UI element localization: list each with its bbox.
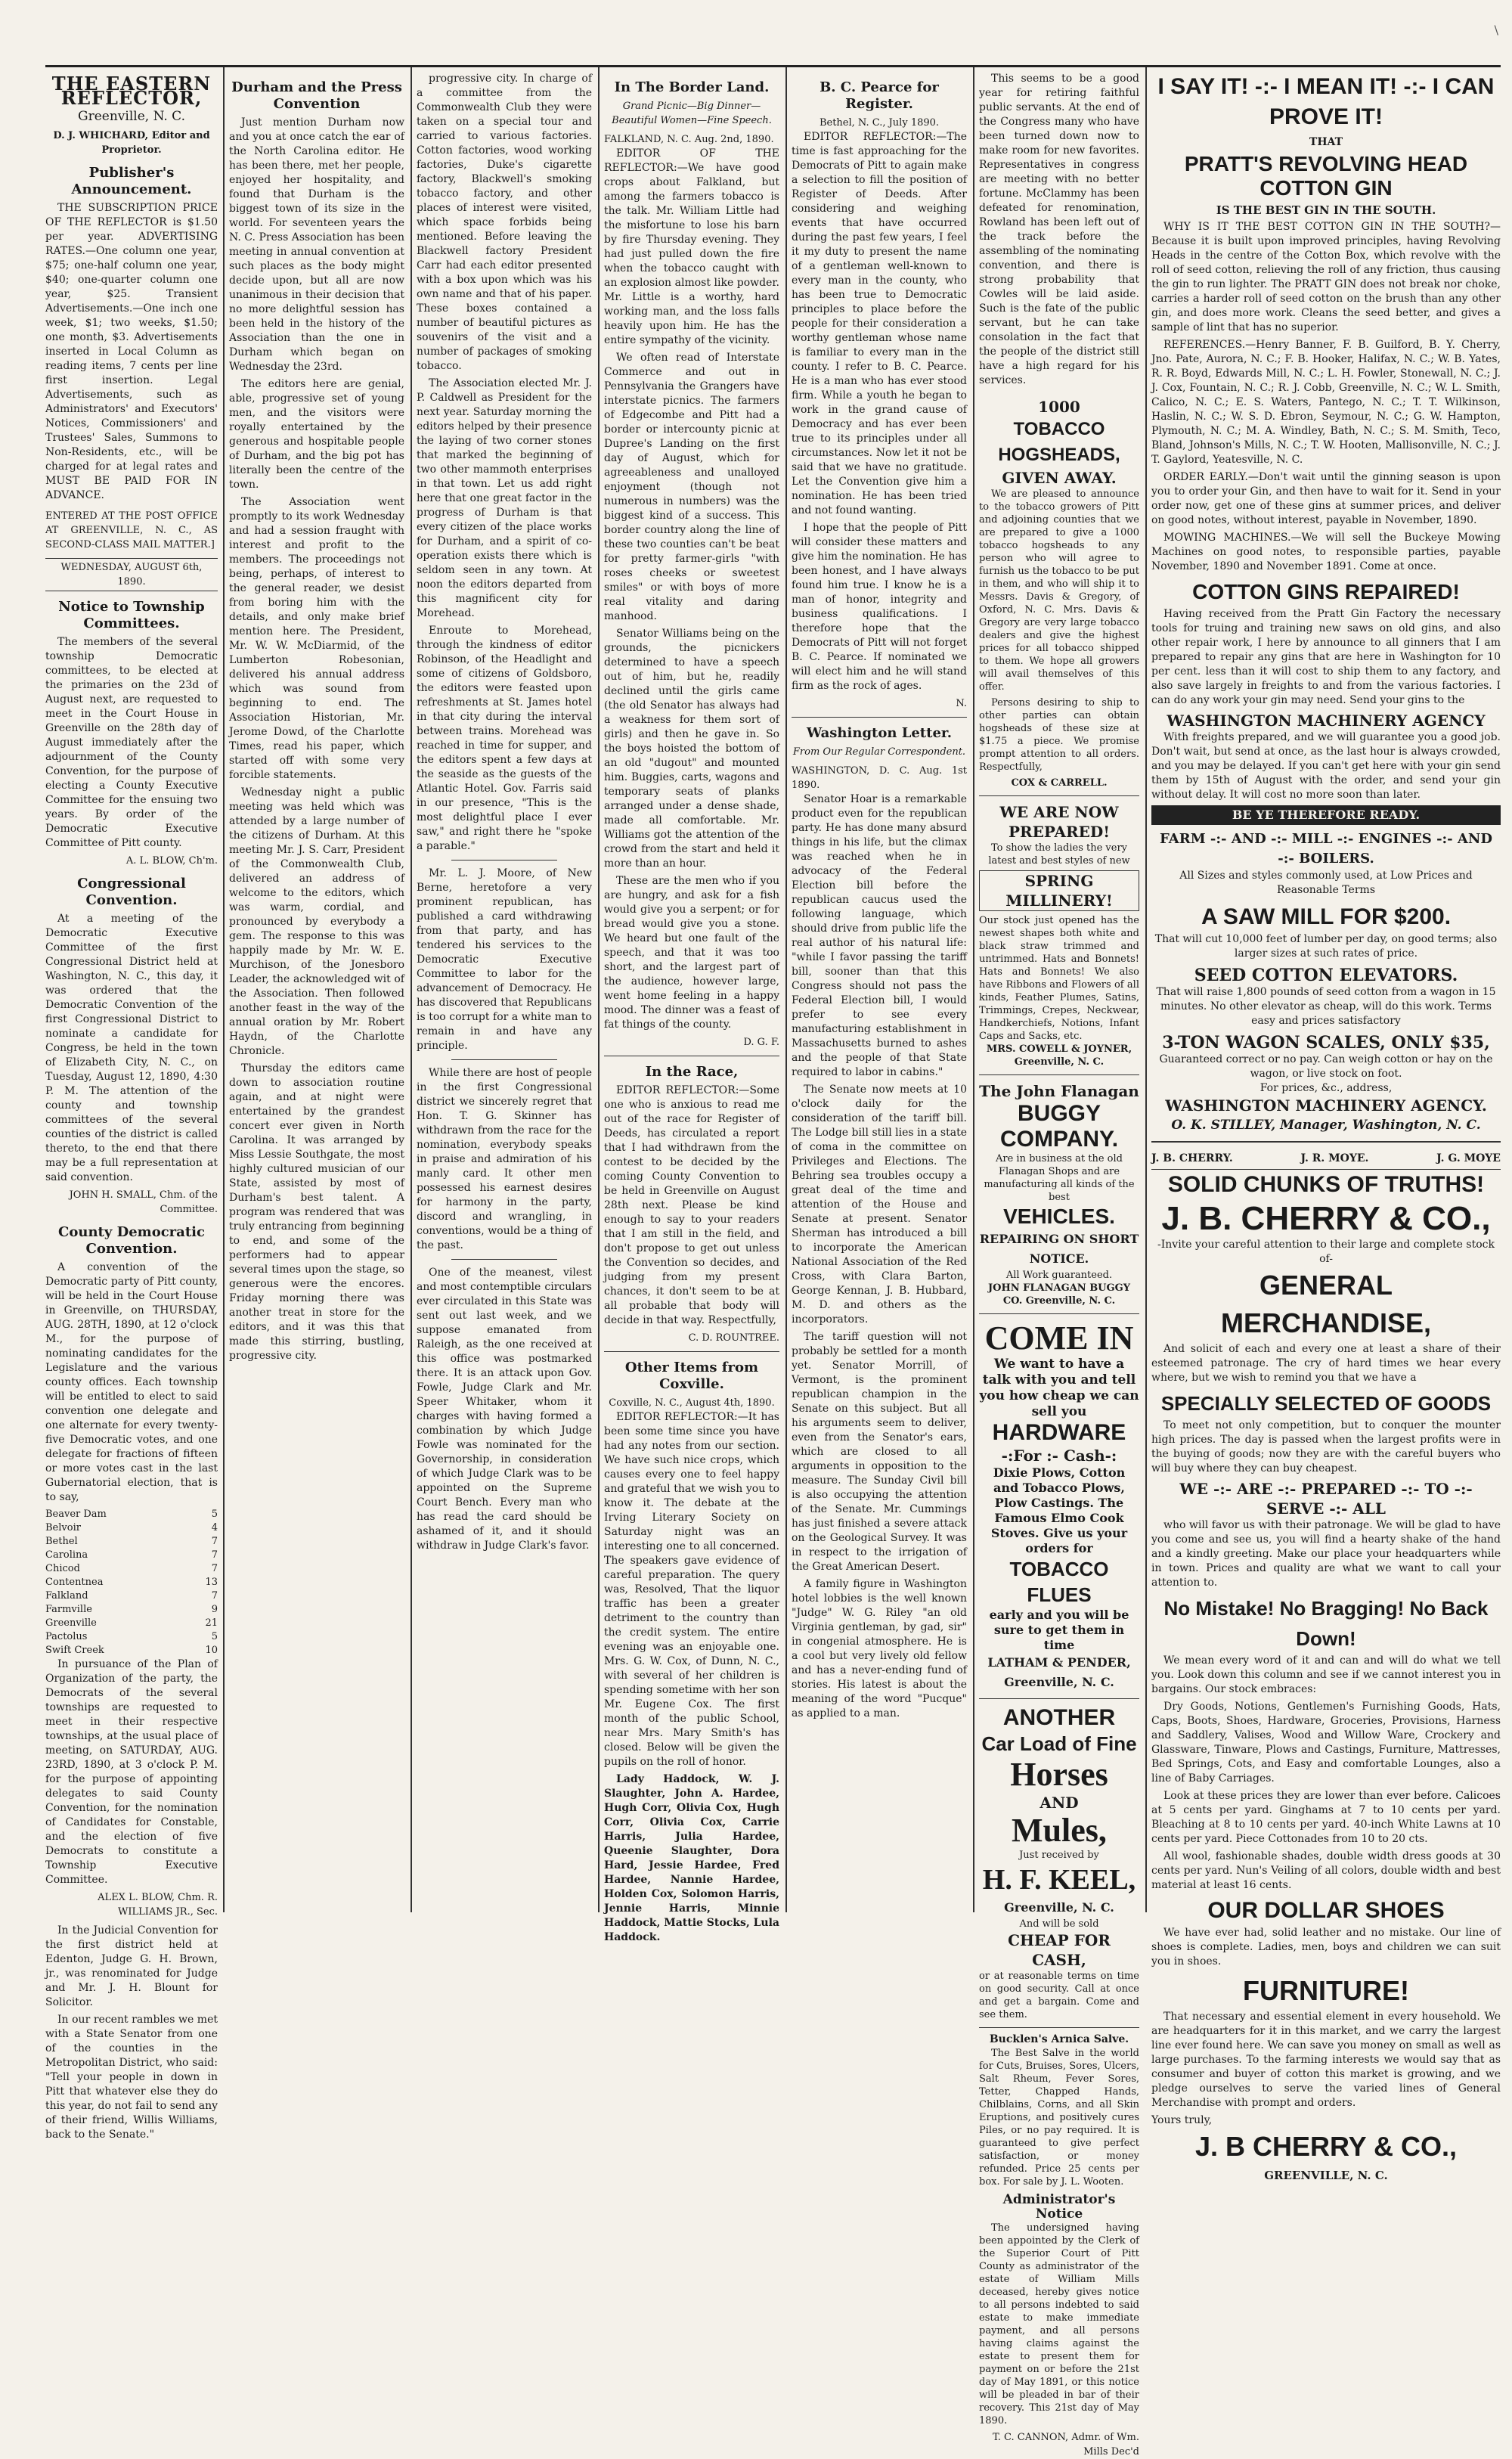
township-name: Chicod <box>45 1563 80 1574</box>
manager-line: O. K. STILLEY, Manager, Washington, N. C. <box>1171 1118 1481 1133</box>
elevators-title: SEED COTTON ELEVATORS. <box>1194 966 1458 985</box>
partner-name-1: J. B. CHERRY. <box>1151 1152 1233 1164</box>
township-delegates: 7 <box>211 1536 218 1547</box>
township-name: Carolina <box>45 1549 88 1561</box>
column-rule <box>1145 67 1147 1912</box>
township-name: Contentnea <box>45 1577 104 1588</box>
washington-heading: Washington Letter. <box>806 725 952 741</box>
pratt-mowing: MOWING MACHINES.—We will sell the Buckeye Mowing Machines on good notes, to responsible parties, payable November, 1890 and November 1891. Come at once. <box>1151 532 1501 572</box>
dollar-shoes-text: We have ever had, solid leather and no mistake. Our line of shoes is complete. Ladies, men, boys and children we can suit you in shoes. <box>1151 1927 1501 1968</box>
announcement-heading: Publisher's Announcement. <box>71 165 192 197</box>
township-name: Swift Creek <box>45 1645 104 1656</box>
washington-text-3: The tariff question will not probably be settled for a month yet. Senator Morrill, of Vermont, is the prominent republican champion in the Senate on this subject. But all his arguments seem to deliver, even from the Senator's ears, which are closed to all arguments in opposition to the measure. The Sunday Civil bill is also occupying the attention of the Senate. Mr. Cummings has just finished a severe attack on the Geological Survey. It was in respect to the irrigation of the Great American Desert. <box>792 1331 967 1573</box>
hardware-ad <box>979 1314 1139 1699</box>
column-6 <box>979 72 1139 2457</box>
millinery-ad <box>979 796 1139 1075</box>
buggy-text: Are in business at the old Flanagan Shops and are manufacturing all kinds of the best <box>984 1153 1135 1203</box>
ramble-text: In our recent rambles we met with a State Senator from one of the counties in the Metropolitan District, who said: "Tell your people in down in Pitt that whatever else they do this year, do not fail to send any of their friend, Willis Williams, back to the Senate." <box>45 2014 218 2141</box>
congress-text: At a meeting of the Democratic Executive Committee of the first Congressional District held at Washington, N. C., this day, it was ordered that the Democratic Convention of the first Congressional District to nominate a candidate for Congress, be held in the town of Elizabeth City, N. C., on Tuesday, August 12, 1890, 4:30 P. M. The attention of the county and township committees of the several counties of the district is called thereto, to the end that there may be a full representation at said convention. <box>45 913 218 1183</box>
skinner-text: While there are host of people in the first Congressional district we sincerely regret that Hon. T. G. Skinner has withdrawn from the race for the nomination, everybody speaks in praise and admiration of his manly card. It other men possessed his earnest desires for harmony in the party, discord and wrangling, in conventions, would be a thing of the past. <box>417 1067 592 1251</box>
cherry-signature: J. B CHERRY & CO., <box>1194 2131 1458 2162</box>
dress-goods-text: All wool, fashionable shades, double width dress goods at 30 cents per yard. Nun's Veiling of all colors, double width and best material at least 16 cents. <box>1151 1850 1501 1891</box>
washington-deck: From Our Regular Correspondent. <box>792 746 966 758</box>
millinery-subheading: To show the ladies the very latest and best styles of new <box>988 842 1130 867</box>
circular-text: One of the meanest, vilest and most contemptible circulars ever circulated in this State was sent out last week, and we suppose emanated from Raleigh, as the one received at this office was postmarked there. It is an attack upon Gov. Fowle, Judge Clark and Mr. Speer Whitaker, whom it charges with having formed a combination by which Judge Fowle was nominated for the Governorship, in consideration of which Judge Clark was to be appointed on the Supreme Court Bench. Every man who has read the card should be ashamed of it, and it should withdraw in Judge Clark's favor. <box>417 1267 592 1552</box>
column-rule <box>598 67 600 1912</box>
masthead: THE EASTERN REFLECTOR, <box>51 73 212 109</box>
township-delegates: 7 <box>211 1563 218 1574</box>
durham-cont-3: Enroute to Morehead, through the kindness of editor Robinson, of the Headlight and some of citizens of Goldsboro, the editors were feasted upon refreshments at St. James hotel in that city during the interval between trains. Morehead was reached in time for supper, and the editors spent a few days at the seaside as the guests of the Atlantic Hotel. Gov. Farris said in our presence, "This is the most delightful place I ever saw," and right there he "spoke a parable." <box>417 625 592 852</box>
keel-name: H. F. KEEL, <box>982 1864 1136 1896</box>
entered-notice: ENTERED AT THE POST OFFICE AT GREENVILLE, N. C., AS SECOND-CLASS MAIL MATTER.] <box>45 510 218 550</box>
buggy-vehicles: VEHICLES. <box>1003 1205 1115 1228</box>
cherry-place: GREENVILLE, N. C. <box>1264 2169 1388 2182</box>
race-heading: In the Race, <box>645 1064 739 1080</box>
prepared-title: WE -:- ARE -:- PREPARED -:- TO -:- SERVE -:- ALL <box>1179 1480 1473 1518</box>
township-delegates: 5 <box>211 1509 218 1520</box>
solid-title: SOLID CHUNKS OF TRUTHS! <box>1167 1172 1485 1197</box>
township-name: Beaver Dam <box>45 1509 107 1520</box>
pearce-signature: N. <box>956 698 967 709</box>
divider <box>792 717 967 718</box>
scales-title: 3-TON WAGON SCALES, ONLY $35, <box>1162 1033 1490 1053</box>
column-5 <box>792 72 967 1909</box>
county-text: A convention of the Democratic party of Pitt county, will be held in the Court House in Greenville, on THURSDAY, AUG. 28TH, 1890, at 12 o'clock M., for the purpose of nominating candidates for the Legislature and the various county offices. Each township will be entitled to elect to said convention one delegate and one alternate for every twenty-five Democratic votes, and one delegate for fractions of fifteen or more votes cast in the last Gubernatorial election, that is to say, <box>45 1261 218 1503</box>
township-delegates: 10 <box>205 1645 218 1656</box>
congress-heading: Congressional Convention. <box>77 876 186 908</box>
come-in-text: We want to have a talk with you and tell you how cheap we can sell you <box>979 1357 1139 1419</box>
repaired-title: COTTON GINS REPAIRED! <box>1192 580 1460 603</box>
column-2 <box>229 72 404 1909</box>
county-signature: ALEX L. BLOW, Chm. R. WILLIAMS JR., Sec. <box>98 1892 218 1918</box>
pearce-text-1: EDITOR REFLECTOR:—The time is fast approaching for the Democrats of Pitt to again make a selection to fill the position of Register of Deeds. After considering and weighing events that have occurred during the past few years, I feel it my duty to present the name of a gentleman well-known to every man in the county, who has been true to Democratic principles to place before the people for their consideration a worthy gentleman whose name is familiar to every man in the county. I refer to B. C. Pearce. He is a man who has ever stood firm. While a youth he began to work in the grand cause of Democracy and has ever been true to its principles under all circumstances. Now let it not be said that we have no gratitude. Let the Convention give him a nomination. He has been tried and not found wanting. <box>792 131 967 516</box>
township-delegates: 7 <box>211 1549 218 1561</box>
millinery-signature: MRS. COWELL & JOYNER, Greenville, N. C. <box>986 1043 1132 1068</box>
notice-text: The members of the several township Democratic committees, to be elected at the primaries on the 23d of August next, are requested to meet in the Court House in Greenville on the 28th day of August immediately after the adjournment of the County Convention, for the purpose of electing a County Executive Committee for the ensuing two years. By order of the Democratic Executive Committee of Pitt county. <box>45 636 218 849</box>
come-in-title: COME IN <box>984 1319 1134 1357</box>
admin-text: The undersigned having been appointed by the Clerk of the Superior Court of Pitt County as administrator of the estate of William Mills deceased, hereby gives notice to all persons indebted to said estate to make immediate payment, and all persons having claims against the estate to present them for payment on or before the 21st day of May 1891, or this notice will be pleaded in bar of their recovery. This 21st day of May 1890. <box>979 2222 1139 2426</box>
hogsheads-text-2: Persons desiring to ship to other parties can obtain hogsheads of these size at $1.75 a piece. We promise prompt attention to all orders. Respectfully, <box>979 697 1139 773</box>
durham-cont-1: progressive city. In charge of a committee from the Commonwealth Club they were taken on a special tour and carried to various factories. Cotton factories, wood working factories, Duke's cigarette factory, Blackwell's smoking tobacco factory, and other places of interest were visited, which space forbids being mentioned. Before leaving the Blackwell factory President Carr had each editor presented with a box upon which was his own name and that of his paper. These boxes contained a number of beautiful pictures as souvenirs of the visit and a number of packages of smoking tobacco. <box>417 73 592 372</box>
congress-signature: JOHN H. SMALL, Chm. of the Committee. <box>69 1189 218 1215</box>
pratt-why: WHY IS IT THE BEST COTTON GIN IN THE SOUTH?—Because it is built upon improved principles, having Revolving Heads in the centre of the Cotton Box, which revolve with the roll of seed cotton, relieving the roll of any friction, thus causing the gin to run lighter. The PRATT GIN does not break nor choke, carries a harder roll of seed cotton on the brush than any other gin, and does more work. Cleans the seed better, and gives a sample of lint that has no superior. <box>1151 221 1501 333</box>
cherry-title: J. B. CHERRY & CO., <box>1161 1200 1491 1237</box>
millinery-heading: WE ARE NOW PREPARED! <box>999 803 1119 841</box>
agency-text: With freights prepared, and we will guarantee you a good job. Don't wait, but send at once, as the last hour is always crowded, and you may be delayed. If you can't get here with your gin send them by 15th of August with the order, and send your gin without delay. It will cost no more soon than later. <box>1151 731 1501 801</box>
township-delegates: 7 <box>211 1590 218 1602</box>
announcement-text: THE SUBSCRIPTION PRICE OF THE REFLECTOR is $1.50 per year. ADVERTISING RATES.—One column one year, $75; one-half column one year, $40; one-quarter column one year, $25. Transient Advertisements.—One inch one week, $1; two weeks, $1.50; one month, $3. Advertisements inserted in Local Column as reading items, 7 cents per line first insertion. Legal Advertisements, such as Administrators' and Executors' Notices, Commissioners' and Trustees' Sales, Summons to Non-Residents, etc., will be charged for at legal rates and MUST BE PAID FOR IN ADVANCE. <box>45 202 218 501</box>
furniture-title: FURNITURE! <box>1243 1975 1409 2006</box>
solicit-text: And solicit of each and every one at least a share of their esteemed patronage. The cry of hard times we hear every where, but we wish to remind you that we have a <box>1151 1343 1501 1384</box>
divider <box>451 1059 556 1060</box>
column-1 <box>45 72 218 2141</box>
another-title: ANOTHER <box>1002 1705 1116 1730</box>
coxville-heading: Other Items from Coxville. <box>624 1360 759 1392</box>
prices-text: Look at these prices they are lower than ever before. Calicoes at 5 cents per yard. Ginghams at 7 to 10 cents per yard. Bleaching at 8 to 10 cents per yard. 40-inch White Lawns at 10 cents per yard. Piece Cottonades from 10 to 20 cts. <box>1151 1790 1501 1845</box>
partner-names <box>1151 1149 1501 1170</box>
dollar-shoes-title: OUR DOLLAR SHOES <box>1207 1898 1445 1923</box>
washington-dateline: WASHINGTON, D. C. Aug. 1st 1890. <box>792 765 967 791</box>
notice-signature: A. L. BLOW, Ch'm. <box>125 855 218 867</box>
border-text-1: EDITOR OF THE REFLECTOR:—We have good crops about Falkland, but among the farmers tobacco is the talk. Mr. William Little had the misfortune to lose his barn by fire Thursday evening. They had just pulled down the fire when the tobacco caught with an explosion almost like powder. Mr. Little is a worthy, hard working man, and the loss falls heavily upon him. He has the entire sympathy of the vicinity. <box>604 147 779 346</box>
pratt-best: IS THE BEST GIN IN THE SOUTH. <box>1216 203 1436 217</box>
pearce-dateline: Bethel, N. C., July 1890. <box>819 117 940 129</box>
column-rule <box>785 67 787 1912</box>
special-text: To meet not only competition, but to conquer the mounter high prices. The day is passed when the largest profits were in the buying of goods; now they are with the careful buyers who will buy where they can buy cheapest. <box>1151 1419 1501 1474</box>
pearce-text-2: I hope that the people of Pitt will consider these matters and give him the nomination. He has been honest, and I have always found him true. I know he is a man of honor, integrity and business qualifications. I therefore hope that the Democrats of Pitt will not forget B. C. Pearce. If nominated we will elect him and he will stand firm as the rock of ages. <box>792 522 967 692</box>
race-signature: C. D. ROUNTREE. <box>688 1332 779 1344</box>
editor-line: D. J. WHICHARD, Editor and Proprietor. <box>53 130 210 156</box>
received-text: Just received by <box>1019 1850 1099 1861</box>
millinery-title: SPRING MILLINERY! <box>979 870 1139 911</box>
divider <box>1151 1141 1501 1143</box>
hogsheads-count: 1000 <box>1038 398 1080 416</box>
township-name: Falkland <box>45 1590 88 1602</box>
border-text-2: We often read of Interstate Commerce and out in Pennsylvania the Grangers have interstate picnics. The farmers of Edgecombe and Pitt had a border or intercounty picnic at Dupree's Landing on the first day of August, which for agreeableness and unalloyed enjoyment (though not numerous in numbers) was the biggest kind of a success. This border country along the line of these two counties can't be beat for pretty farmer-girls "with roses cheeks or sweetest smiles" or with boys of more real vitality and daring manhood. <box>604 352 779 622</box>
arnica-text: The Best Salve in the world for Cuts, Bruises, Sores, Ulcers, Salt Rheum, Fever Sores, Tetter, Chapped Hands, Chilblains, Corns, and all Skin Eruptions, and positively cures Piles, or no pay required. It is guaranteed to give perfect satisfaction, or money refunded. Price 25 cents per box. For sale by J. L. Wooten. <box>979 2048 1139 2188</box>
masthead-place: Greenville, N. C. <box>78 109 185 124</box>
agency-title: WASHINGTON MACHINERY AGENCY <box>1167 712 1486 730</box>
township-row <box>45 1617 218 1630</box>
column-rule <box>973 67 974 1912</box>
durham-text-3: The Association went promptly to its work Wednesday and had a session fraught with interest and profit to the members. The proceedings not being, perhaps, of interest to the general reader, we desist from boring him with the details, and only make brief mention here. The President, Mr. W. W. McDiarmid, of the Lumberton Robesonian, delivered his annual address which was sound from beginning to end. The Association Historian, Mr. Jerome Dowd, of the Charlotte Times, read his paper, which started off with some very forcible statements. <box>229 496 404 781</box>
hogsheads-title: TOBACCO HOGSHEADS, <box>998 419 1120 465</box>
flues-title: TOBACCO FLUES <box>1009 1558 1109 1606</box>
carload-title: Car Load of Fine <box>981 1732 1137 1755</box>
horses-ad <box>979 1699 1139 2028</box>
border-text-4: These are the men who if you are hungry, and ask for a fish would give you a serpent; or for bread would give you a stone. We heard but one fault of the speech, and that it was too short, and the largest part of the audience, however large, went home feeling in a happy mood. The dinner was a feast of fat things of the county. <box>604 875 779 1031</box>
admin-heading: Administrator's Notice <box>1002 2192 1116 2222</box>
divider <box>604 1351 779 1352</box>
washington-text-4: A family figure in Washington hotel lobbies is the well known "Judge" W. G. Riley "an old Virginia gentleman, by gad, sir" in congenial atmosphere. He is a cool but very lively old fellow and has a never-ending fund of stories. His latest is about the meaning of the word "Pucque" as applied to a man. <box>792 1578 967 1719</box>
farm-sub: All Sizes and styles commonly used, at Low Prices and Reasonable Terms <box>1179 870 1473 896</box>
millinery-text: Our stock just opened has the newest shapes both white and black straw trimmed and untrimmed. Hats and Bonnets! Hats and Bonnets! We also have Ribbons and Flowers of all kinds, Feather Plumes, Satins, Trimmings, Crepes, Neckwear, Handkerchiefs, Notions, Infant Caps and Sacks, etc. <box>979 915 1139 1042</box>
coxville-text: EDITOR REFLECTOR:—It has been some time since you have had any notes from our section. We have such nice crops, which causes every one to feel happy and grateful that we wish you to know it. The debate at the Irving Literary Society on Saturday night was an interesting one to all concerned. The speakers gave evidence of careful preparation. The query was, Resolved, That the liquor traffic has been a greater detriment to the country than the credit system. The entire evening was an enjoyable one. Mrs. G. W. Cox, of Dunn, N. C., with several of her children is spending sometime with her son Mr. Eugene Cox. The first month of the public School, near Mrs. Mary Smith's has closed. Below will be given the pupils on the roll of honor. <box>604 1411 779 1768</box>
stock-list: Dry Goods, Notions, Gentlemen's Furnishing Goods, Hats, Caps, Boots, Shoes, Hardware, Groceries, Provisions, Harness and Saddlery, Valises, Wood and Willow Ware, Crockery and Glassware, Tinware, Plows and Castings, Furniture, Mattresses, Bed Springs, Cots, and Easy and comfortable Lounges, also a line of Baby Carriages. <box>1151 1701 1501 1785</box>
township-row <box>45 1576 218 1589</box>
township-row <box>45 1630 218 1644</box>
column-7 <box>1151 72 1501 2182</box>
moore-text: Mr. L. J. Moore, of New Berne, heretofore a very prominent republican, has published a card withdrawing from that party, and has tendered his services to the Democratic Executive Committee to labor for the advancement of Democracy. He has discovered that Republicans is too corrupt for a white man to remain in and have any principle. <box>417 867 592 1052</box>
pratt-title: PRATT'S REVOLVING HEAD COTTON GIN <box>1184 152 1468 200</box>
durham-text-1: Just mention Durham now and you at once catch the ear of the North Carolina editor. He has been there, met her people, enjoyed her hospitality, and found that Durham is the biggest town of its size in the world. For seventeen years the N. C. Press Association has been meeting in annual convention at such places as the body might decide upon, but all are now unanimous in their decision that no more delightful session has been held in the history of the Association than the one in Durham which began on Wednesday the 23rd. <box>229 116 404 373</box>
hogsheads-tagline: GIVEN AWAY. <box>1002 469 1117 487</box>
buggy-name: The John Flanagan <box>979 1082 1139 1100</box>
that-text: THAT <box>1309 136 1343 148</box>
keel-sold: And will be sold <box>1019 1918 1099 1930</box>
township-table <box>45 1508 218 1657</box>
furniture-text: That necessary and essential element in every household. We are headquarters for it in this market, and we carry the largest line ever found here. We can save you money on small as well as large purchases. To the farming interests we would say that as consumer and buyer of cotton this market is growing, and we pledge ourselves to serve the varied lines of General Merchandise with prompt and orders. <box>1151 2011 1501 2109</box>
township-row <box>45 1562 218 1576</box>
township-row <box>45 1589 218 1603</box>
durham-text-2: The editors here are genial, able, progressive set of young men, and the visitors were royally entertained by the generous and hospitable people of Durham, and the big pot has literally been the centre of the town. <box>229 378 404 491</box>
mules-title: Mules, <box>1012 1812 1107 1849</box>
coxville-names: Lady Haddock, W. J. Slaughter, John A. Hardee, Hugh Corr, Olivia Cox, Hugh Corr, Olivia Cox, Carrie Harris, Julia Hardee, Queenie Slaughter, Dora Hard, Jessie Hardee, Fred Hardee, Nannie Hardee, Holden Cox, Solomon Harris, Jennie Harris, Minnie Haddock, Mattie Stocks, Lula Haddock. <box>604 1773 779 1943</box>
township-row <box>45 1508 218 1521</box>
hardware-for-cash: -:For :- Cash-: <box>1001 1447 1117 1465</box>
prepared-text: who will favor us with their patronage. We will be glad to have you come and see us, you will find a hearty shake of the hand and a kindly greeting. Make our place your headquarters while in town. Prices and quality are what we want to call your attention to. <box>1151 1519 1501 1589</box>
township-name: Belvoir <box>45 1522 81 1533</box>
yours-truly: Yours truly, <box>1151 2114 1213 2126</box>
pratt-references: REFERENCES.—Henry Banner, F. B. Guilford, B. Y. Cherry, Jno. Pate, Aurora, N. C.; F. B. Hooker, Halifax, N. C.; W. B. Yates, R. R. Boyd, Edwards Mill, N. C.; L. H. Fowler, Stonewall, N. C.; J. J. Cox, Fountain, N. C.; R. J. Cobb, Greenville, N. C.; W. L. Smith, Calico, N. C.; E. S. Waters, Pantego, N. C.; T. T. Wilkinson, Haslin, N. C.; W. S. D. Ebron, Seymour, N. C.; G. W. Hampton, Plymouth, N. C.; M. A. Windley, Bath, N. C.; S. M. Smith, Teco, Bland, Johnson's Mills, N. C.; T. W. Hooten, Mallisonville, N. C.; J. T. Gaylord, Yeatesville, N. C. <box>1151 339 1501 466</box>
saw-title: A SAW MILL FOR $200. <box>1201 904 1452 929</box>
arnica-heading: Bucklen's Arnica Salve. <box>989 2033 1129 2045</box>
issue-date: WEDNESDAY, AUGUST 6th, 1890. <box>45 558 218 591</box>
cheap-title: CHEAP FOR CASH, <box>1008 1931 1111 1969</box>
township-row <box>45 1535 218 1549</box>
hogsheads-signature: COX & CARRELL. <box>1011 777 1108 789</box>
township-row <box>45 1521 218 1535</box>
partner-name-3: J. G. MOYE <box>1436 1152 1501 1164</box>
admin-signature: T. C. CANNON, Admr. of Wm. Mills Dec'd <box>992 2432 1139 2457</box>
repaired-text: Having received from the Pratt Gin Factory the necessary tools for truing and training new saws on old gins, and also other repair work, I here by announce to all ginners that I am prepared to repair any gins that are here in Washington for 10 per cent. less than it will cost to ship them to any factory, and also save largely in freights to and from the various factories. I can do any work your gin may need. Send your gins to the <box>1151 608 1501 706</box>
page-corner-mark: \ <box>1494 23 1498 37</box>
ready-banner: BE YE THEREFORE READY. <box>1151 805 1501 825</box>
border-dateline: FALKLAND, N. C. Aug. 2nd, 1890. <box>604 134 774 145</box>
scales-text: Guaranteed correct or no pay. Can weigh cotton or hay on the wagon, or live stock on foot. <box>1159 1053 1493 1080</box>
durham-text-4: Wednesday night a public meeting was held which was attended by a large number of the citizens of Durham. At this meeting Mr. J. S. Carr, President of the Commonwealth Club, delivered an address of welcome to the editors, which was warm, cordial, and pronounced by everybody a gem. The response to this was happily made by Mr. W. E. Murchison, of the Jonesboro Leader, the acknowledged wit of the Association. Then followed another feast in the way of the annual oration by Mr. Robert Haydn, of the Charlotte Chronicle. <box>229 786 404 1057</box>
township-name: Greenville <box>45 1617 97 1629</box>
notice-heading: Notice to Township Committees. <box>58 599 205 631</box>
county-text-2: In pursuance of the Plan of Organization of the party, the Democrats of the several townships are requested to meet in their respective townships, at the usual place of meeting, on SATURDAY, AUG. 23RD, 1890, at 3 o'clock P. M. for the purpose of appointing delegates to said County Convention, for the nomination of Candidates for Constable, and the election of five Democrats to constitute a Township Executive Committee. <box>45 1658 218 1886</box>
township-row <box>45 1603 218 1617</box>
elevators-text: That will raise 1,800 pounds of seed cotton from a wagon in 15 minutes. No other elevator as cheap, will do this work. Terms easy and prices satisfactory <box>1156 986 1496 1027</box>
top-banner: I SAY IT! -:- I MEAN IT! -:- I CAN PROVE IT! <box>1157 74 1495 129</box>
border-signature: D. G. F. <box>743 1037 779 1048</box>
divider <box>451 1259 556 1260</box>
township-delegates: 5 <box>211 1631 218 1642</box>
buggy-guarantee: All Work guaranteed. <box>1005 1270 1113 1281</box>
stock-text: We mean every word of it and can and will do what we tell you. Look down this column and see if we cannot interest you in bargains. Our stock embraces: <box>1151 1654 1501 1695</box>
cherry-ad <box>1151 1170 1501 2185</box>
agency-title-2: WASHINGTON MACHINERY AGENCY. <box>1165 1096 1487 1115</box>
hogsheads-ad <box>979 391 1139 796</box>
township-row <box>45 1644 218 1657</box>
farm-title: FARM -:- AND -:- MILL -:- ENGINES -:- AND -:- BOILERS. <box>1160 831 1492 867</box>
township-delegates: 9 <box>211 1604 218 1615</box>
border-heading: In The Border Land. <box>614 79 770 95</box>
border-deck: Grand Picnic—Big Dinner—Beautiful Women—Fine Speech. <box>612 101 772 126</box>
saw-text: That will cut 10,000 feet of lumber per day, on good terms; also larger sizes at such rates of price. <box>1154 933 1498 960</box>
washington-text-1: Senator Hoar is a remarkable product even for the republican party. He has done many absurd things in his life, but the climax was reached when he in advocacy of the Federal Election bill before the republican caucus used the following language, which should drive from public life the real author of his natural life: "while I favor passing the tariff bill, sooner than that this Congress should not pass the Federal Election bill, I would prefer to see every manufacturing establishment in Massachusetts burned to ashes and the people of that State required to labor in cabins." <box>792 793 967 1078</box>
invite-text: -Invite your careful attention to their large and complete stock of- <box>1157 1239 1495 1265</box>
border-text-3: Senator Williams being on the grounds, the picnickers determined to have a speech out of him, but he, readily declined until the girls came (the old Senator has always had a weakness for them sort of girls) and then he gave in. So the boys hoisted the bottom of an old "dugout" and mounted him. Buggies, carts, wagons and temporary seats of planks arranged under a dense shade, made all comfortable. Mr. Williams got the attention of the crowd from the start and held it more than an hour. <box>604 628 779 870</box>
column-rule <box>223 67 225 1912</box>
pratt-ad <box>1151 72 1501 1135</box>
latham-signature: LATHAM & PENDER, Greenville, N. C. <box>987 1655 1131 1689</box>
township-delegates: 13 <box>205 1577 218 1588</box>
judicial-text: In the Judicial Convention for the first district held at Edenton, Judge G. H. Brown, jr., was renominated for Judge and Mr. J. H. Blount for Solicitor. <box>45 1924 218 2008</box>
flues-text: early and you will be sure to get them in time <box>989 1608 1129 1652</box>
partner-name-2: J. R. MOYE. <box>1300 1152 1369 1164</box>
and-text: AND <box>1040 1794 1079 1812</box>
hogsheads-text: We are pleased to announce to the tobacco growers of Pitt and adjoining counties that we are prepared to give a 1000 tobacco hogsheads to any person who will agree to furnish us the tobacco to be put in them, and who will ship it to Messrs. Davis & Gregory, of Oxford, N. C. Mrs. Davis & Gregory are very large tobacco dealers and give the highest prices for all tobacco shipped to them. We hope all growers will avail themselves of this offer. <box>979 488 1139 693</box>
coxville-dateline: Coxville, N. C., August 4th, 1890. <box>609 1397 775 1409</box>
prices-address: For prices, &c., address, <box>1259 1082 1393 1094</box>
durham-text-5: Thursday the editors came down to association routine again, and at night were entertained by the grandest concert ever given in North Carolina. It was arranged by Miss Lessie Southgate, the most highly cultured musician of our State, assisted by most of Durham's best talent. A program was rendered that was truly entrancing from beginning to end, and some of the performers had to appear several times upon the stage, so generous were the encores. Friday morning there was another treat in store for the editors, and it was this that made this stirring, bustling, progressive city. <box>229 1062 404 1362</box>
column-rule <box>411 67 412 1912</box>
township-name: Pactolus <box>45 1631 88 1642</box>
newspaper-page <box>45 65 1501 2457</box>
keel-place: Greenville, N. C. <box>1004 1900 1114 1915</box>
buggy-title: BUGGY COMPANY. <box>999 1101 1119 1152</box>
hardware-title: HARDWARE <box>992 1420 1126 1445</box>
retiring-text: This seems to be a good year for retiring faithful public servants. At the end of the Congress many who have been turned down now to make room for new favorites. Representatives in congress are meeting with no better fortune. McClammy has been defeated for renomination, Rowland has been left out of the track before the assembling of the nominating convention, and there is strong probability that Cowles will be laid aside. Such is the fate of the public servant, but he can take consolation in the fact that the people of the district still have a high regard for his services. <box>979 73 1139 386</box>
buggy-signature: JOHN FLANAGAN BUGGY CO. Greenville, N. C. <box>988 1282 1130 1307</box>
buggy-repair: REPAIRING ON SHORT NOTICE. <box>979 1232 1139 1266</box>
township-row <box>45 1549 218 1562</box>
county-heading: County Democratic Convention. <box>58 1224 205 1257</box>
washington-text-2: The Senate now meets at 10 o'clock daily for the consideration of the tariff bill. The Lodge bill still lies in a state of coma in the committee on Privileges and Elections. The Behring sea troubles occupy a great deal of the time and attention of the House and Senate at present. Senator Sherman has introduced a bill to incorporate the American National Association of the Red Cross, with Clara Barton, George Kennan, J. B. Hubbard, M. D. and others as the incorporators. <box>792 1084 967 1326</box>
race-text: EDITOR REFLECTOR:—Some one who is anxious to read me out of the race for Register of Deeds, has circulated a report that I had withdrawn from the contest to be decided by the coming County Convention to be held in Greenville on August 28th next. Please be kind enough to say to your readers that I am still in the field, and don't propose to get out unless the Convention so decides, and judging from my present chances, it don't seem to be at all probable that body will decide in that way. Respectfully, <box>604 1084 779 1326</box>
pratt-order: ORDER EARLY.—Don't wait until the ginning season is upon you to order your Gin, and then have to wait for it. Send in your order now, get one of these gins at summer prices, and deliver on good notes, without interest, payable in November, 1890. <box>1151 471 1501 526</box>
column-3 <box>417 72 592 1909</box>
durham-cont-2: The Association elected Mr. J. P. Caldwell as President for the next year. Saturday morning the editors helped by their presence the laying of two corner stones that marked the beginning of two other mammoth enterprises in that town. Let us add right here that one great factor in the progress of Durham is that every citizen of the place works for Durham, and a spirit of co-operation exists there which is seldom seen in any town. At noon the editors departed from this magnificent city for Morehead. <box>417 377 592 619</box>
horses-title: Horses <box>1010 1756 1108 1793</box>
pearce-heading: B. C. Pearce for Register. <box>820 79 939 112</box>
nomistake-title: No Mistake! No Bragging! No Back Down! <box>1163 1597 1489 1650</box>
township-name: Bethel <box>45 1536 78 1547</box>
buggy-ad <box>979 1075 1139 1314</box>
special-title: SPECIALLY SELECTED OF GOODS <box>1160 1392 1492 1415</box>
hardware-text: Dixie Plows, Cotton and Tobacco Plows, Plow Castings. The Famous Elmo Cook Stoves. Give us your orders for <box>990 1465 1128 1555</box>
column-4 <box>604 72 779 1943</box>
general-title: GENERAL MERCHANDISE, <box>1220 1270 1431 1338</box>
keel-text: or at reasonable terms on time on good security. Call at once and get a bargain. Come and see them. <box>979 1971 1139 2020</box>
durham-heading: Durham and the Press Convention <box>231 79 402 112</box>
township-name: Farmville <box>45 1604 92 1615</box>
township-delegates: 4 <box>211 1522 218 1533</box>
township-delegates: 21 <box>205 1617 218 1629</box>
